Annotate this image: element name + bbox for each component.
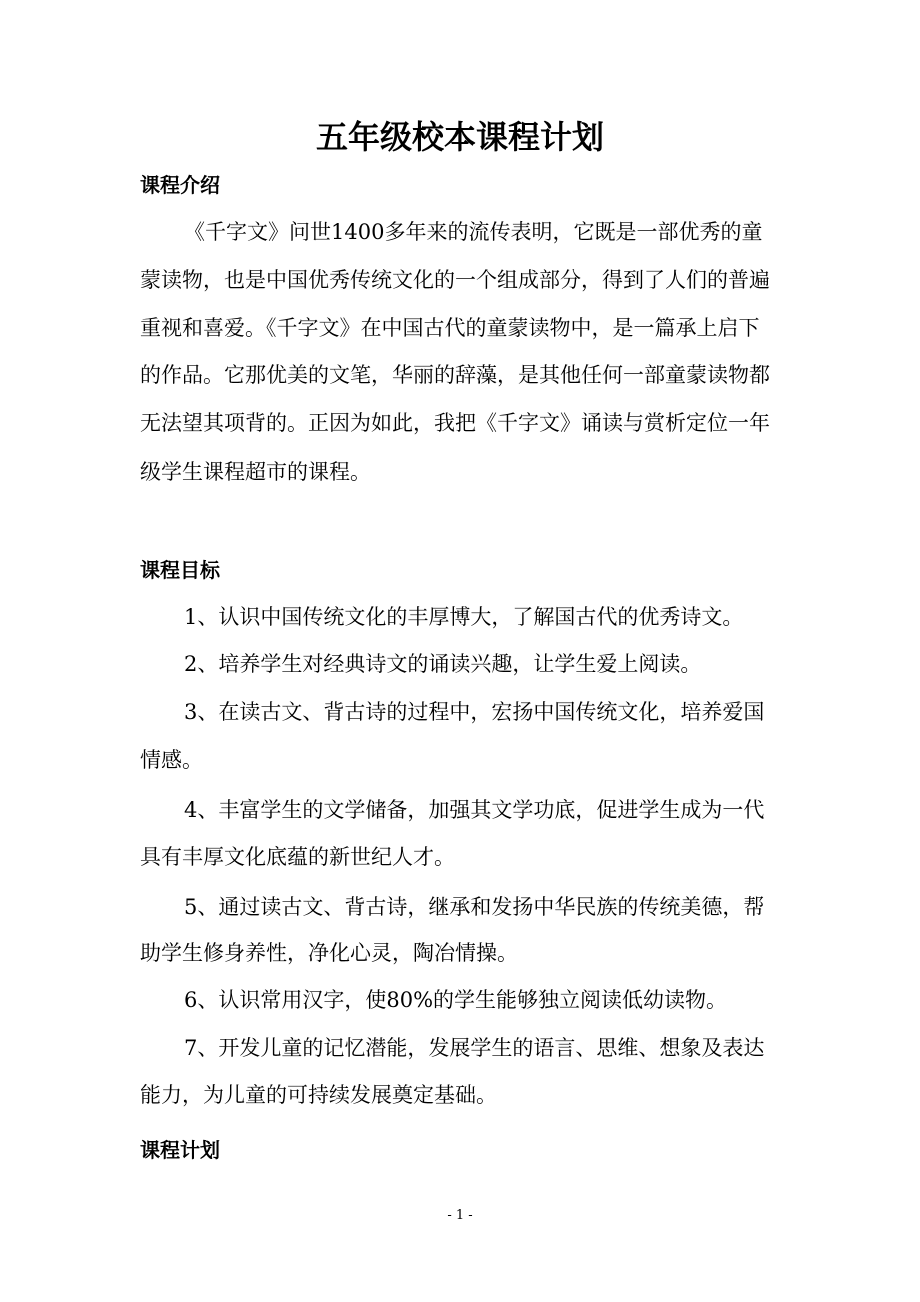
goal-item: 7、开发儿童的记忆潜能，发展学生的语言、思维、想象及表达	[184, 1036, 765, 1060]
goal-item-cont: 能力，为儿童的可持续发展奠定基础。	[140, 1083, 497, 1107]
goal-item: 1、认识中国传统文化的丰厚博大，了解国古代的优秀诗文。	[184, 605, 744, 629]
goal-item: 5、通过读古文、背古诗，继承和发扬中华民族的传统美德，帮	[184, 895, 765, 919]
text-line: 级学生课程超市的课程。	[140, 460, 371, 484]
goal-item-cont: 情感。	[140, 748, 203, 772]
section-heading: 课程介绍	[140, 173, 220, 197]
goal-item-cont: 具有丰厚文化底蕴的新世纪人才。	[140, 845, 455, 869]
text-line: 重视和喜爱。《千字文》在中国古代的童蒙读物中，是一篇承上启下	[140, 316, 760, 340]
text-line: 《千字文》问世1400多年来的流传表明，它既是一部优秀的童	[184, 220, 763, 244]
text-line: 蒙读物，也是中国优秀传统文化的一个组成部分，得到了人们的普遍	[140, 268, 770, 292]
goal-item: 3、在读古文、背古诗的过程中，宏扬中国传统文化，培养爱国	[184, 700, 765, 724]
goal-item-cont: 助学生修身养性，净化心灵，陶冶情操。	[140, 941, 518, 965]
goal-item: 2、培养学生对经典诗文的诵读兴趣，让学生爱上阅读。	[184, 652, 702, 676]
section-heading: 课程计划	[140, 1138, 220, 1162]
text-line: 的作品。它那优美的文笔，华丽的辞藻，是其他任何一部童蒙读物都	[140, 363, 770, 387]
page-title: 五年级校本课程计划	[315, 118, 604, 156]
goal-item: 4、丰富学生的文学储备，加强其文学功底，促进学生成为一代	[184, 798, 765, 822]
page-number: - 1 -	[447, 1208, 473, 1223]
section-heading: 课程目标	[140, 558, 220, 582]
text-line: 无法望其项背的。正因为如此，我把《千字文》诵读与赏析定位一年	[140, 411, 770, 435]
goal-item: 6、认识常用汉字，使80%的学生能够独立阅读低幼读物。	[184, 988, 728, 1012]
